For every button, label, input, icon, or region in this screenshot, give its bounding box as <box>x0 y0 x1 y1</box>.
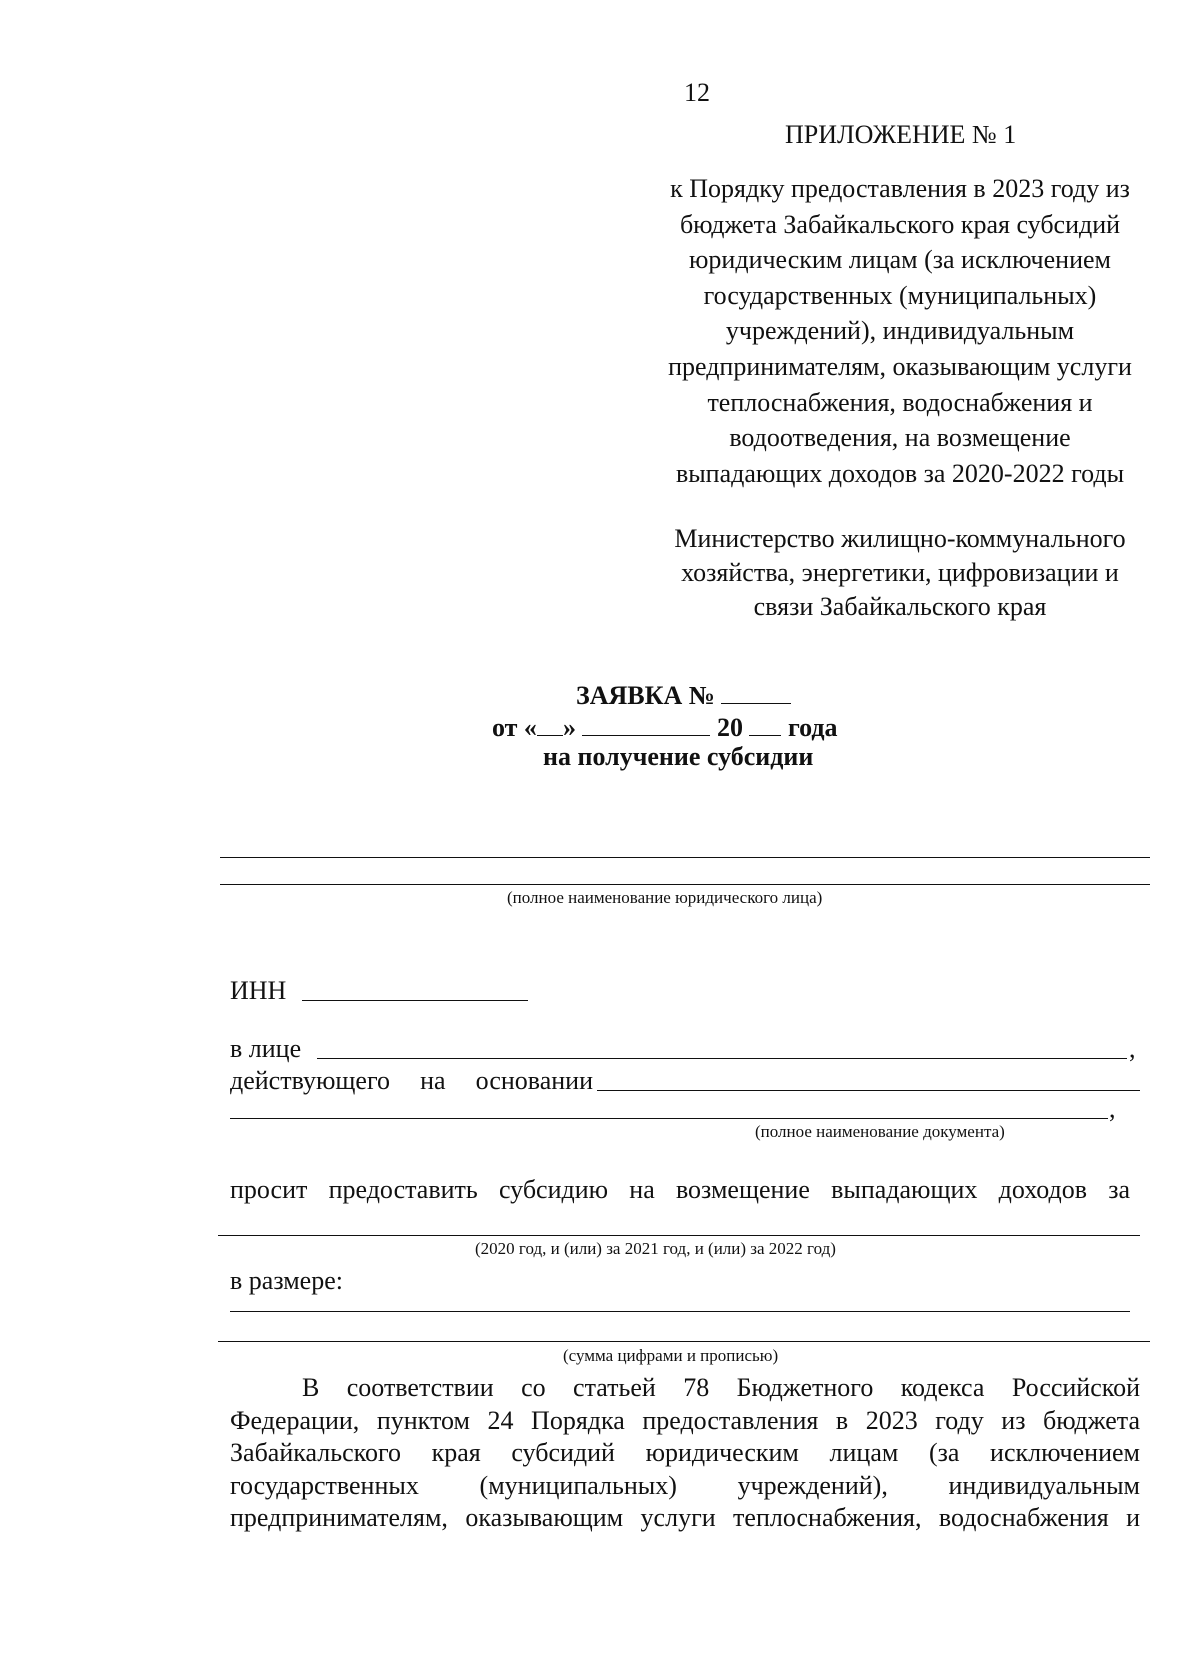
legal-name-line-1[interactable] <box>220 857 1150 858</box>
year-prefix: 20 <box>716 713 743 742</box>
inn-field[interactable] <box>302 1000 528 1001</box>
basis-word: на <box>420 1066 446 1095</box>
application-number-field[interactable] <box>721 681 791 704</box>
request-word: доходов <box>998 1175 1087 1204</box>
application-title <box>576 681 791 711</box>
request-word: предоставить <box>328 1175 478 1204</box>
year-field[interactable] <box>749 713 781 736</box>
person-label: в лице <box>230 1034 302 1063</box>
document-comma: , <box>1109 1094 1116 1123</box>
request-word: субсидию <box>498 1175 609 1204</box>
document-caption: (полное наименование документа) <box>755 1122 1005 1141</box>
appendix-line: предпринимателям, оказывающим услуги <box>668 351 1132 381</box>
period-caption: (2020 год, и (или) за 2021 год, и (или) за 2022 год) <box>475 1239 836 1258</box>
body-line: предпринимателям, оказывающим услуги теплоснабжения, водоснабжения и <box>230 1503 1140 1532</box>
year-suffix: года <box>787 713 838 742</box>
addressee-line: Министерство жилищно-коммунального <box>674 524 1126 553</box>
legal-name-line-2[interactable] <box>220 884 1150 885</box>
body-line: В соответствии со статьей 78 Бюджетного кодекса Российской <box>302 1373 1140 1402</box>
appendix-line: выпадающих доходов за 2020-2022 годы <box>675 458 1125 488</box>
amount-field-1[interactable] <box>230 1311 1130 1312</box>
legal-name-caption: (полное наименование юридического лица) <box>507 888 823 907</box>
application-subtitle: на получение субсидии <box>543 742 814 771</box>
appendix-line: водоотведения, на возмещение <box>729 423 1071 453</box>
request-word: за <box>1108 1175 1130 1204</box>
appendix-line: учреждений), индивидуальным <box>725 316 1075 346</box>
date-open-quote: от « <box>492 713 537 742</box>
body-line: Федерации, пунктом 24 Порядка предоставления в 2023 году из бюджета <box>230 1405 1140 1435</box>
basis-field[interactable] <box>597 1090 1140 1091</box>
appendix-line: бюджета Забайкальского края субсидий <box>679 209 1121 239</box>
request-text <box>230 1175 1130 1205</box>
request-word: просит <box>230 1175 308 1204</box>
page-number: 12 <box>684 78 710 107</box>
body-line: Забайкальского края субсидий юридическим лицам (за исключением <box>230 1438 1140 1467</box>
date-close-quote: » <box>562 713 576 742</box>
document-name-field[interactable] <box>230 1118 1108 1119</box>
appendix-title: ПРИЛОЖЕНИЕ № 1 <box>785 120 1017 149</box>
basis-label <box>230 1066 593 1096</box>
application-date <box>492 713 838 743</box>
appendix-line: юридическим лицам (за исключением <box>689 245 1111 275</box>
person-comma: , <box>1129 1034 1136 1063</box>
body-line: государственных (муниципальных) учреждений), индивидуальным <box>230 1470 1140 1500</box>
person-field[interactable] <box>317 1058 1127 1059</box>
basis-word: основании <box>475 1066 593 1095</box>
appendix-line: теплоснабжения, водоснабжения и <box>707 387 1093 417</box>
request-word: на <box>629 1175 655 1204</box>
body-paragraph <box>230 1372 1140 1535</box>
appendix-line: государственных (муниципальных) <box>703 280 1097 310</box>
addressee-block <box>640 522 1160 624</box>
inn-label: ИНН <box>230 976 287 1005</box>
amount-label: в размере: <box>230 1266 343 1295</box>
day-field[interactable] <box>537 713 563 736</box>
addressee-line: связи Забайкальского края <box>753 592 1047 621</box>
request-word: возмещение <box>675 1175 810 1204</box>
period-field[interactable] <box>218 1235 1140 1236</box>
addressee-line: хозяйства, энергетики, цифровизации и <box>681 558 1119 587</box>
basis-word: действующего <box>230 1066 390 1095</box>
appendix-line: к Порядку предоставления в 2023 году из <box>670 174 1130 203</box>
month-field[interactable] <box>582 713 710 736</box>
application-title-text: ЗАЯВКА № <box>576 681 715 710</box>
amount-field-2[interactable] <box>218 1341 1150 1342</box>
request-word: выпадающих <box>831 1175 978 1204</box>
appendix-reference <box>640 171 1160 491</box>
amount-caption: (сумма цифрами и прописью) <box>563 1346 779 1365</box>
